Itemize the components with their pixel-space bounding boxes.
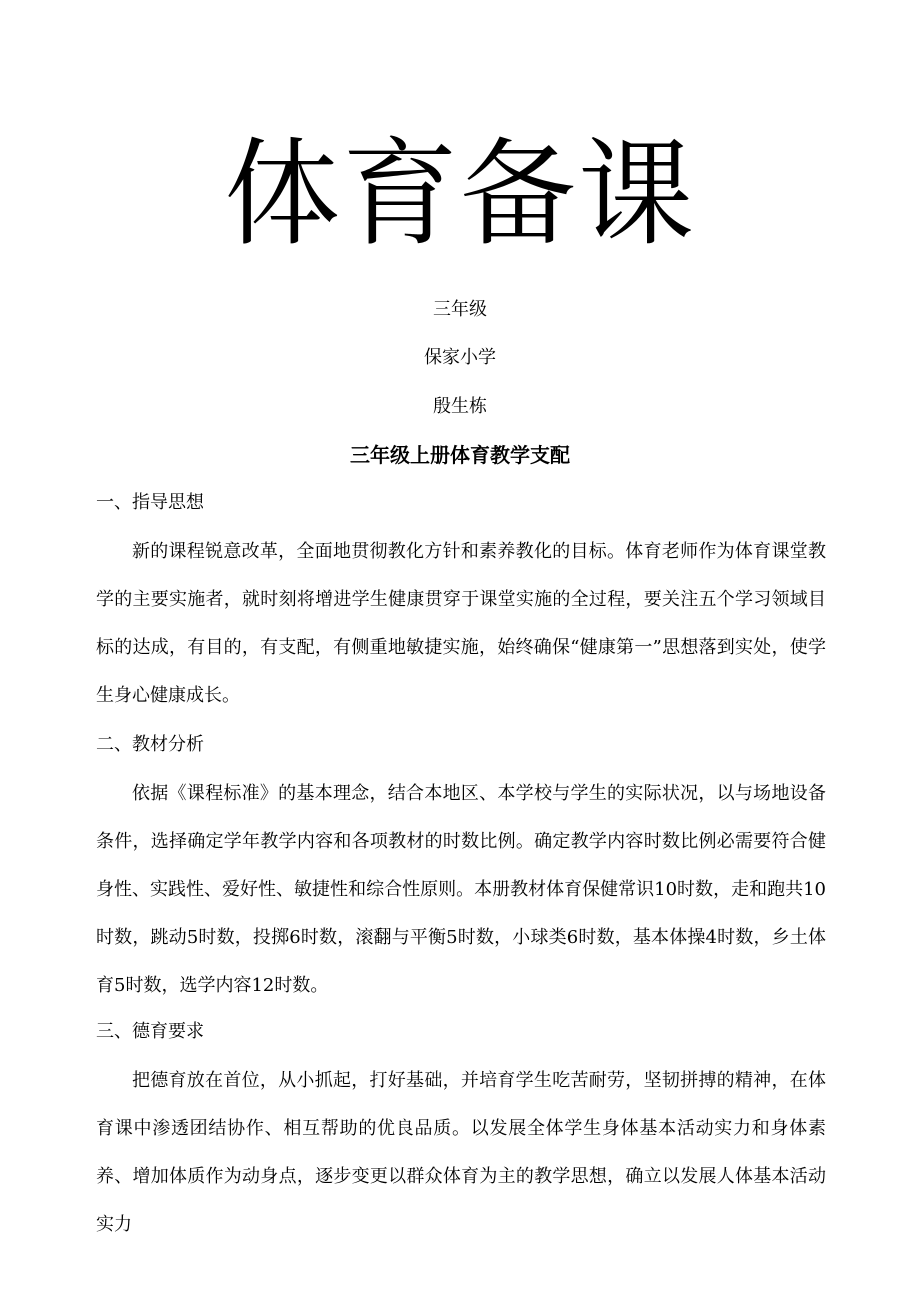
teacher-name: 殷生栋: [433, 396, 487, 417]
section-text-guiding-ideology: 新的课程锐意改革，全面地贯彻教化方针和素养教化的目标。体育老师作为体育课堂教学的主要实施者，就时刻将增进学生健康贯穿于课堂实施的全过程，要关注五个学习领域目标的达成，有目的，有支配，有侧重地敏捷实施，始终确保“健康第一”思想落到实处，使学生身心健康成长。: [96, 541, 826, 706]
section-heading-guiding-ideology: 一、指导思想: [96, 492, 204, 513]
section-text-moral-education: 把德育放在首位，从小抓起，打好基础，并培育学生吃苦耐劳，坚韧拼搏的精神，在体育课中渗透团结协作、相互帮助的优良品质。以发展全体学生身体基本活动实力和身体素养、增加体质作为动身点，逐步变更以群众体育为主的教学思想，确立以发展人体基本活动实力: [96, 1070, 826, 1235]
cover-title: 体育备课: [224, 127, 696, 262]
grade-label: 三年级: [433, 299, 487, 320]
document-title: 三年级上册体育教学支配: [350, 443, 570, 467]
section-heading-textbook-analysis: 二、教材分析: [96, 734, 204, 755]
section-heading-moral-education: 三、德育要求: [96, 1021, 204, 1042]
section-text-textbook-analysis: 依据《课程标准》的基本理念，结合本地区、本学校与学生的实际状况，以与场地设备条件，选择确定学年教学内容和各项教材的时数比例。确定教学内容时数比例必需要符合健身性、实践性、爱好性、敏捷性和综合性原则。本册教材体育保健常识10时数，走和跑共10时数，跳动5时数，投掷6时数，滚翻与平衡5时数，小球类6时数，基本体操4时数，乡土体育5时数，选学内容12时数。: [96, 783, 826, 996]
school-name: 保家小学: [424, 347, 496, 368]
